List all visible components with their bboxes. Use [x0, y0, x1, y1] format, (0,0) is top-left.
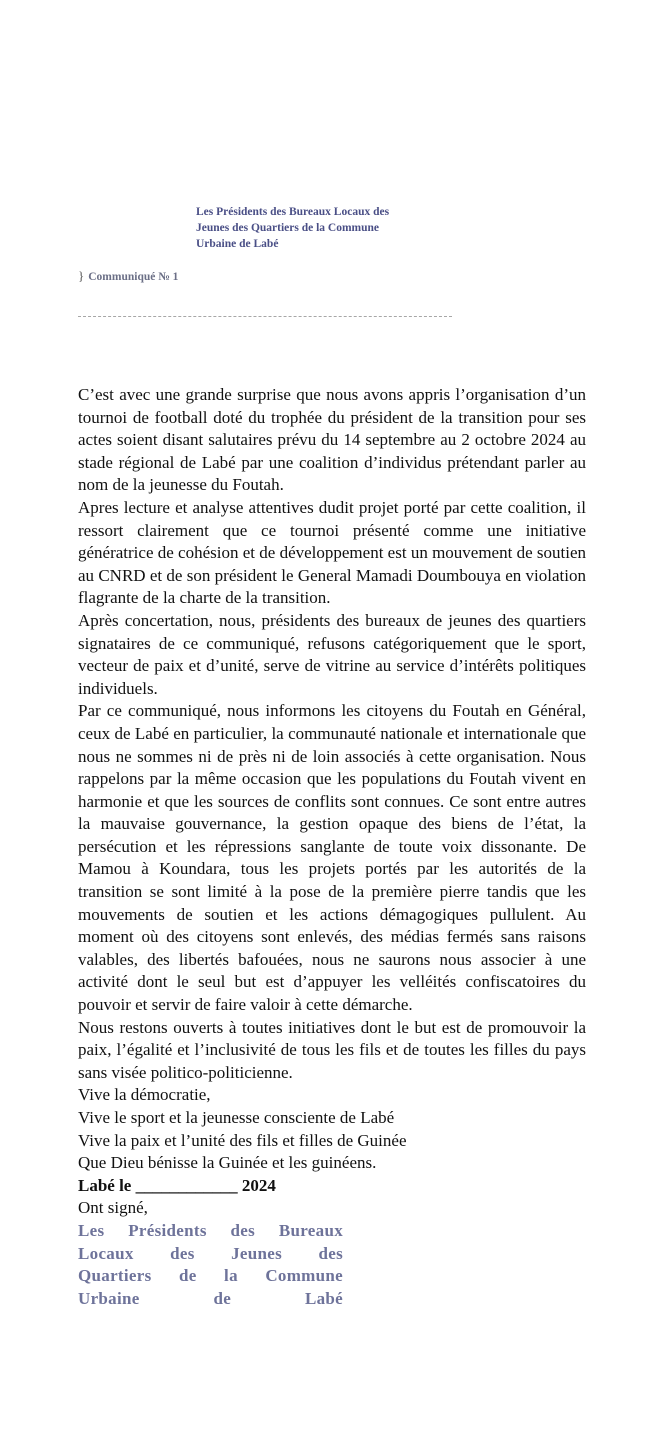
- letterhead-line: Urbaine de Labé: [196, 238, 279, 250]
- letterhead-line: Les Présidents des Bureaux Locaux des: [196, 206, 390, 218]
- paragraph: Apres lecture et analyse attentives dudit projet porté par cette coalition, il ressort clairement que ce tournoi présenté comme une initiative génératrice de cohésion et de développement est un mouvement de soutien au CNRD et de son président le General Mamadi Doumbouya en violation flagrante de la charte de la transition.: [78, 497, 586, 608]
- letterhead-line: Jeunes des Quartiers de la Commune: [196, 222, 380, 234]
- signatory-line: Les Présidents des Bureaux: [78, 1220, 343, 1240]
- paragraph: Nous restons ouverts à toutes initiatives dont le but est de promouvoir la paix, l’égalité et l’inclusivité de tous les fils et de toutes les filles du pays sans visée politico-politicienne.: [78, 1017, 586, 1082]
- closing-line: Que Dieu bénisse la Guinée et les guinéens.: [78, 1153, 377, 1173]
- paragraph: Après concertation, nous, présidents des bureaux de jeunes des quartiers signataires de ce communiqué, refusons catégoriquement que le sport, vecteur de paix et d’unité, serve de vitrine au service d’intérêts politiques individuels.: [78, 610, 586, 698]
- signatory-line: Quartiers de la Commune: [78, 1266, 343, 1286]
- paragraph: Par ce communiqué, nous informons les citoyens du Foutah en Général, ceux de Labé en particulier, la communauté nationale et internationale que nous ne sommes ni de près ni de loin associés à cette organisation. Nous rappelons par la même occasion que les populations du Foutah vivent en harmonie et que les sources de conflits sont connues. Ce sont entre autres la mauvaise gouvernance, la gestion opaque des biens de l’état, la persécution et les répressions sanglante de toute voix dissonante. De Mamou à Koundara, tous les projets portés par les autorités de la transition se sont limité à la pose de la première pierre tandis que les mouvements de soutien et les actions démagogiques pullulent. Au moment où des citoyens sont enlevés, des médias fermés sans raisons valables, des libertés bafouées, nous ne saurons nous associer à une activité dont le seul but est d’appuyer les velléités confiscatoires du pouvoir et servir de faire valoir à cette démarche.: [78, 701, 586, 1015]
- closing-line: Vive la paix et l’unité des fils et filles de Guinée: [78, 1130, 407, 1150]
- date-line: Labé le ____________ 2024: [78, 1175, 276, 1195]
- brace-mark: }: [78, 268, 85, 283]
- communique-body: [78, 384, 586, 1310]
- signatories-block: [78, 1220, 343, 1310]
- closing-line: Vive la démocratie,: [78, 1085, 211, 1105]
- communique-number: [78, 268, 178, 284]
- letterhead: [196, 204, 456, 252]
- communique-label: Communiqué № 1: [88, 271, 179, 283]
- dashed-separator: [78, 316, 452, 317]
- signed-label: Ont signé,: [78, 1198, 148, 1218]
- closing-line: Vive le sport et la jeunesse consciente de Labé: [78, 1108, 395, 1127]
- paragraph: C’est avec une grande surprise que nous avons appris l’organisation d’un tournoi de football doté du trophée du président de la transition pour ses actes soient disant salutaires prévu du 14 septembre au 2 octobre 2024 au stade régional de Labé par une coalition d’individus prétendant parler au nom de la jeunesse du Foutah.: [78, 385, 586, 495]
- signatory-line: Urbaine de Labé: [78, 1288, 343, 1308]
- signatory-line: Locaux des Jeunes des: [78, 1243, 343, 1263]
